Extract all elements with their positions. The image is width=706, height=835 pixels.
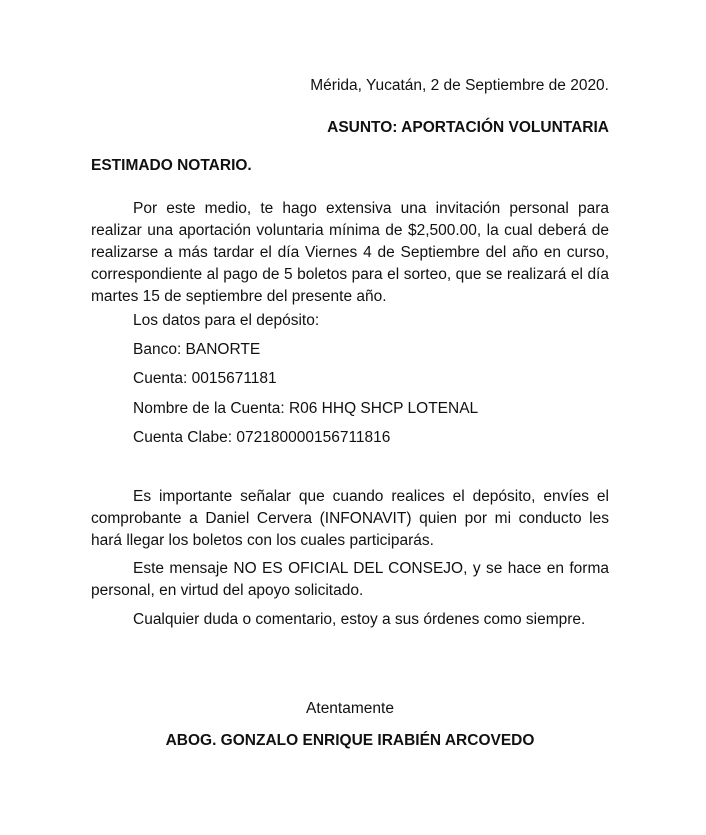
- deposit-bank: Banco: BANORTE: [133, 341, 261, 358]
- deposit-account-name: Nombre de la Cuenta: R06 HHQ SHCP LOTENAL: [133, 400, 479, 417]
- paragraph-contact: Cualquier duda o comentario, estoy a sus órdenes como siempre.: [133, 611, 586, 628]
- deposit-account: Cuenta: 0015671181: [133, 370, 277, 387]
- letter-subject: ASUNTO: APORTACIÓN VOLUNTARIA: [327, 119, 609, 136]
- paragraph-invitation: Por este medio, te hago extensiva una invitación personal para realizar una aportación voluntaria mínima de $2,500.00, la cual deberá de realizarse a más tardar el día Viernes 4 de Septiembre del año en curso, correspondiente al pago de 5 boletos para el sorteo, que se realizará el día martes 15 de septiembre del presente año.: [91, 200, 609, 305]
- closing-phrase: Atentamente: [306, 700, 394, 717]
- letter-date: Mérida, Yucatán, 2 de Septiembre de 2020.: [310, 77, 609, 94]
- letter-salutation: ESTIMADO NOTARIO.: [91, 157, 252, 174]
- deposit-intro: Los datos para el depósito:: [133, 312, 320, 329]
- signatory-name: ABOG. GONZALO ENRIQUE IRABIÉN ARCOVEDO: [165, 732, 535, 749]
- paragraph-disclaimer: Este mensaje NO ES OFICIAL DEL CONSEJO, y se hace en forma personal, en virtud del apoyo solicitado.: [91, 560, 609, 599]
- paragraph-instructions: Es importante señalar que cuando realices el depósito, envíes el comprobante a Daniel Cervera (INFONAVIT) quien por mi conducto les hará llegar los boletos con los cuales participarás.: [91, 488, 609, 549]
- deposit-clabe: Cuenta Clabe: 072180000156711816: [133, 429, 391, 446]
